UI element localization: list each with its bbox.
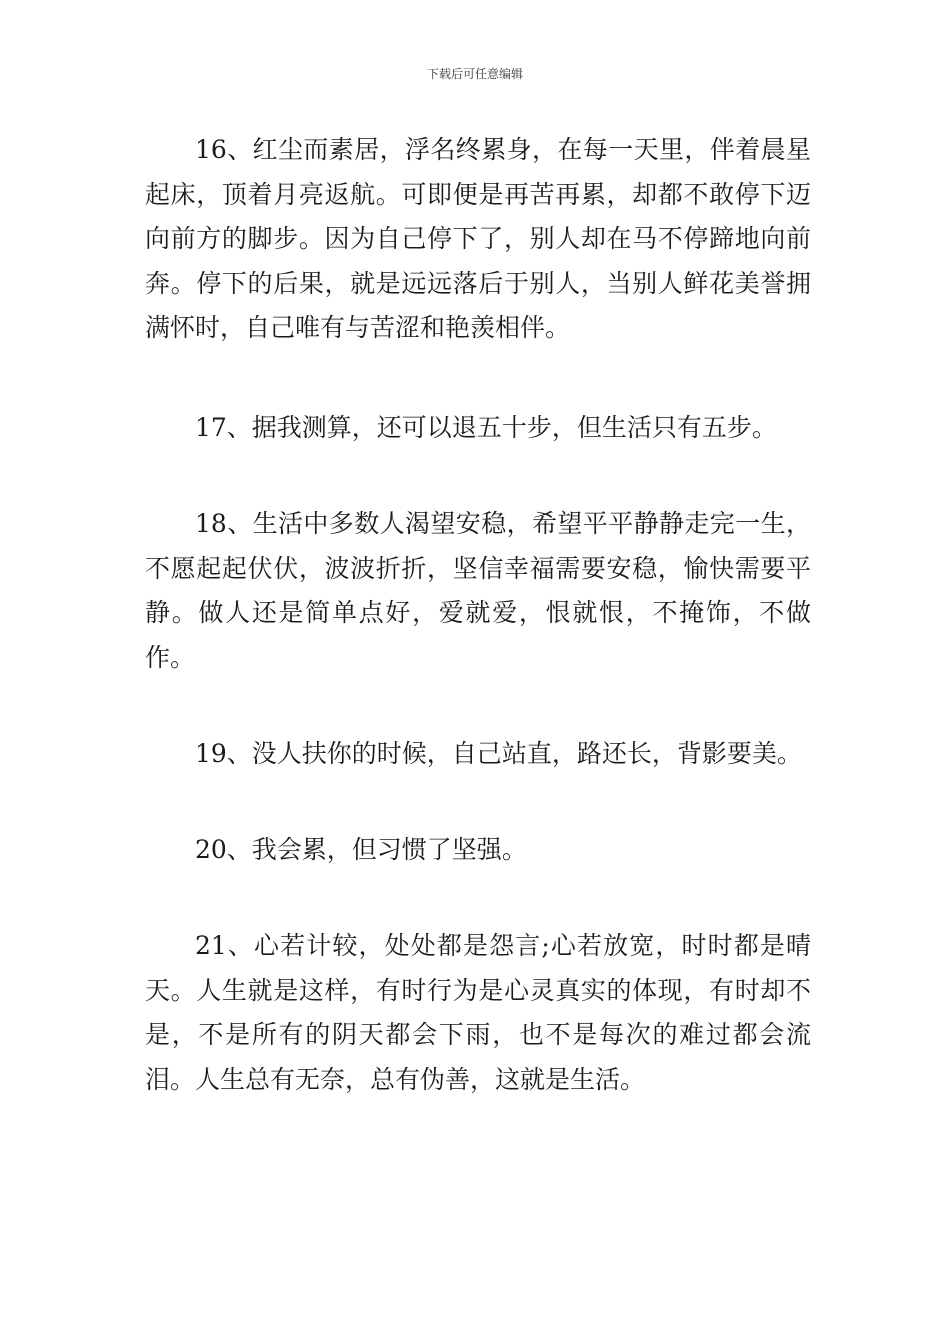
- page-header: 下载后可任意编辑: [426, 67, 523, 81]
- paragraph-18: 18、生活中多数人渴望安稳，希望平平静静走完一生，不愿起起伏伏，波波折折，坚信幸福需要安稳，愉快需要平静。做人还是简单点好，爱就爱，恨就恨，不掩饰，不做作。: [145, 509, 811, 672]
- paragraph-16: 16、红尘而素居，浮名终累身，在每一天里，伴着晨星起床，顶着月亮返航。可即便是再苦再累，却都不敢停下迈向前方的脚步。因为自己停下了，别人却在马不停蹄地向前奔。停下的后果，就是远远落后于别人，当别人鲜花美誉拥满怀时，自己唯有与苦涩和艳羡相伴。: [145, 135, 811, 342]
- paragraph-21: 21、心若计较，处处都是怨言;心若放宽，时时都是晴天。人生就是这样，有时行为是心灵真实的体现，有时却不是，不是所有的阴天都会下雨，也不是每次的难过都会流泪。人生总有无奈，总有伪善，这就是生活。: [145, 931, 811, 1094]
- paragraph-19: 19、没人扶你的时候，自己站直，路还长，背影要美。: [195, 739, 802, 768]
- paragraph-20: 20、我会累，但习惯了坚强。: [195, 834, 527, 864]
- paragraph-17: 17、据我测算，还可以退五十步，但生活只有五步。: [195, 412, 777, 442]
- document-body: [145, 128, 811, 1102]
